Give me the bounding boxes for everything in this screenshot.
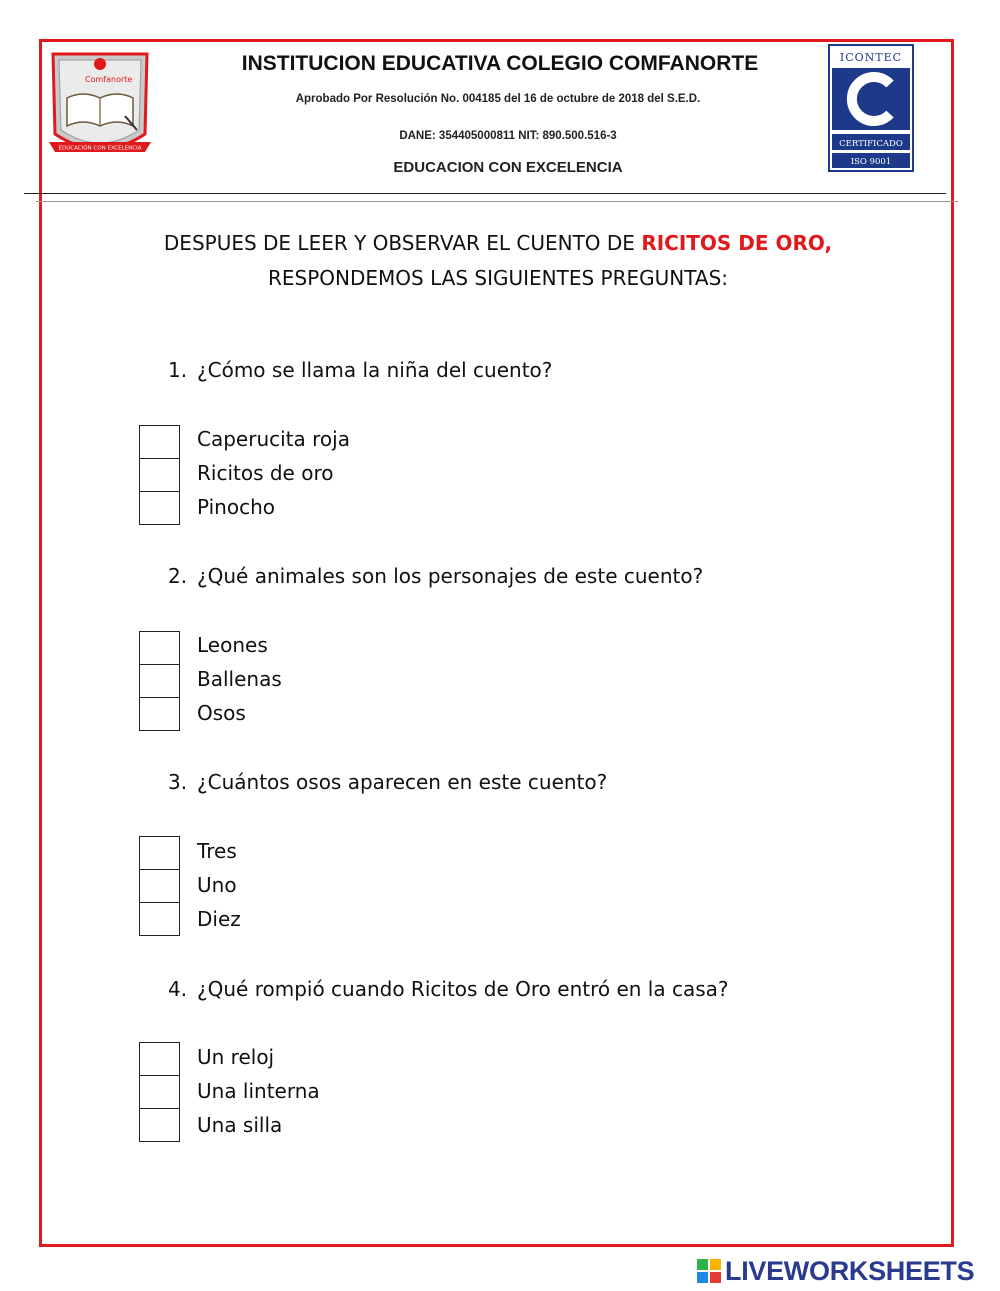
header-divider: [24, 193, 946, 194]
question-number: 3.: [168, 770, 188, 794]
answer-checkbox[interactable]: [139, 869, 180, 903]
answer-option: Ricitos de oro: [197, 461, 334, 485]
icontec-text: ICONTEC: [839, 51, 903, 64]
crest-emblem-icon: [94, 58, 106, 70]
answer-option: Diez: [197, 907, 241, 931]
question-text: ¿Qué rompió cuando Ricitos de Oro entró en la casa?: [197, 977, 729, 1001]
answer-checkbox[interactable]: [139, 631, 180, 665]
header-divider-shadow: [36, 201, 958, 202]
icontec-certificado-text: CERTIFICADO: [839, 139, 903, 149]
answer-checkbox[interactable]: [139, 697, 180, 731]
icontec-iso-text: ISO 9001: [850, 157, 892, 167]
answer-checkbox[interactable]: [139, 1042, 180, 1076]
answer-option: Una silla: [197, 1113, 283, 1137]
question-number: 1.: [168, 358, 188, 382]
question-2: [168, 564, 703, 588]
answer-checkbox[interactable]: [139, 458, 180, 492]
liveworksheets-logo-icon: [697, 1259, 721, 1283]
liveworksheets-text: LIVEWORKSHEETS: [725, 1255, 975, 1286]
answer-option: Ballenas: [197, 667, 282, 691]
dane-nit-text: DANE: 354405000811 NIT: 890.500.516-3: [399, 130, 617, 142]
answer-checkbox[interactable]: [139, 664, 180, 698]
instructions-text-1: DESPUES DE LEER Y OBSERVAR EL CUENTO DE: [163, 231, 642, 255]
resolution-text: Aprobado Por Resolución No. 004185 del 16 de octubre de 2018 del S.E.D.: [295, 93, 701, 105]
question-text: ¿Cuántos osos aparecen en este cuento?: [197, 770, 608, 794]
liveworksheets-brand[interactable]: [697, 1257, 974, 1285]
question-4: [168, 977, 729, 1001]
answer-checkbox[interactable]: [139, 425, 180, 459]
motto-text: EDUCACION CON EXCELENCIA: [393, 159, 623, 176]
answer-checkbox[interactable]: [139, 836, 180, 870]
question-text: ¿Cómo se llama la niña del cuento?: [197, 358, 553, 382]
answer-option: Una linterna: [197, 1079, 320, 1103]
answer-option: Pinocho: [197, 495, 275, 519]
answer-option: Osos: [197, 701, 246, 725]
answer-option: Tres: [197, 839, 237, 863]
answer-option: Caperucita roja: [197, 427, 350, 451]
question-3: [168, 770, 607, 794]
school-crest-logo: [45, 46, 155, 166]
instructions: [120, 226, 876, 296]
answer-checkbox[interactable]: [139, 491, 180, 525]
icontec-logo: [828, 44, 914, 172]
question-1: [168, 358, 552, 382]
answer-checkbox[interactable]: [139, 1108, 180, 1142]
answer-checkbox[interactable]: [139, 1075, 180, 1109]
instructions-text-2: RESPONDEMOS LAS SIGUIENTES PREGUNTAS:: [267, 266, 729, 290]
question-number: 2.: [168, 564, 188, 588]
story-title-highlight: RICITOS DE ORO,: [641, 231, 833, 255]
answer-option: Uno: [197, 873, 237, 897]
answer-checkbox[interactable]: [139, 902, 180, 936]
crest-ribbon-text: EDUCACIÓN CON EXCELENCIA: [58, 145, 142, 152]
answer-option: Un reloj: [197, 1045, 275, 1069]
question-text: ¿Qué animales son los personajes de este cuento?: [197, 564, 704, 588]
answer-option: Leones: [197, 633, 268, 657]
question-number: 4.: [168, 977, 188, 1001]
institution-title: INSTITUCION EDUCATIVA COLEGIO COMFANORTE: [241, 52, 759, 75]
crest-brand-text: Comfanorte: [85, 75, 133, 84]
